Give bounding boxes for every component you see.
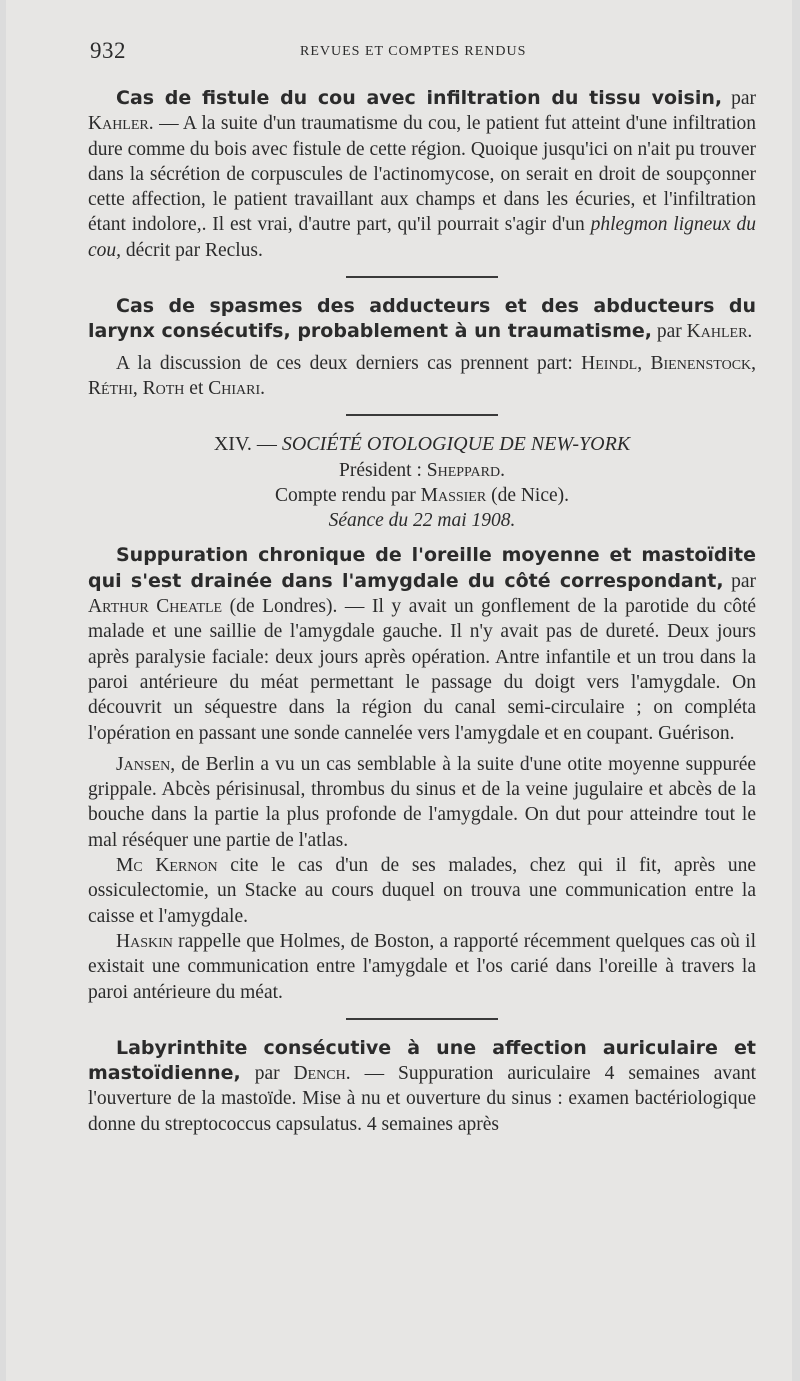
society-heading xyxy=(88,432,756,457)
discussion-paragraph xyxy=(88,351,756,402)
italic-term: phlegmon ligneux du cou, xyxy=(88,214,756,261)
running-title: REVUES ET COMPTES RENDUS xyxy=(300,44,527,59)
kernon-paragraph xyxy=(88,853,756,929)
spacer xyxy=(88,533,756,543)
page-number: 932 xyxy=(90,38,126,63)
session-date xyxy=(88,508,756,533)
session-year: 1908. xyxy=(471,510,516,532)
author-name: Bienenstock, xyxy=(650,352,757,374)
haskin-paragraph xyxy=(88,929,756,1005)
paragraph-text: cite le cas d'un de ses malades, chez qui il fit, après une ossiculectomie, un Stacke au cours duquel on trouva une communication entre la caisse et l'amygdale. xyxy=(88,855,756,927)
paragraph-text: de Berlin a vu un cas semblable à la suite d'une otite moyenne suppurée grippale. Abcès périsinusal, thrombus du sinus et de la veine jugulaire et abcès de la bouche dans la partie la plus profonde de l'amygdale. On dut pour atteindre tout le mal réséquer une partie de l'atlas. xyxy=(88,753,756,851)
author-name: Mc Kernon xyxy=(116,855,218,877)
section-spasmes xyxy=(88,294,756,345)
president-line xyxy=(88,458,756,483)
author-name: Chiari. xyxy=(208,377,266,399)
president-name: Sheppard. xyxy=(426,459,505,481)
reporter-name: Massier xyxy=(420,484,487,506)
by-word: par xyxy=(731,570,757,592)
section-suppuration xyxy=(88,543,756,745)
paragraph-text: (de Londres). — Il y avait un gonflement de la parotide du côté malade et une saillie de l'amygdale gauche. Il n'y avait pas de dureté. Deux jours après paralysie faciale: deux jours après opération. Antre infantile et un trou dans la paroi antérieure du méat permettant le passage du doigt vers l'amygdale. On découvrit un séquestre dans la région du canal semi-circulaire ; on compléta l'opération en passant une sonde cannelée vers l'amygdale et en coupant. Guérison. xyxy=(88,596,757,744)
section-title: Suppuration chronique de l'oreille moyenne et mastoïdite qui s'est drainée dans l'amygdale du côté correspondant, xyxy=(88,544,756,592)
session-month: mai xyxy=(437,510,467,532)
by-word: par xyxy=(254,1063,280,1085)
author-name: Réthi, xyxy=(88,377,138,399)
author-name: Jansen, xyxy=(116,753,176,775)
author-name: Kahler. xyxy=(88,113,154,135)
paragraph-text: rappelle que Holmes, de Boston, a rapporté récemment quelques cas où il existait une communication entre l'amygdale et l'os carié dans l'oreille à travers la paroi antérieure du méat. xyxy=(88,930,756,1003)
report-line xyxy=(88,483,756,508)
conjunction: et xyxy=(189,377,204,399)
by-word: par xyxy=(731,88,756,109)
section-divider xyxy=(346,1018,498,1020)
paragraph-text: décrit par Reclus. xyxy=(125,239,263,261)
author-name: Kahler. xyxy=(686,321,753,343)
paragraph-text: — A la suite d'un traumatisme du cou, le patient fut atteint d'une infiltration dure comme du bois avec fistule de cette région. Quoique jusqu'ici on n'ait pu trouver dans la sécrétion de corpuscules de l'actinomycose, on serait en droit de soupçonner cette affection, le patient travaillant aux champs et dans les écuries, et l'infiltration étant indolore,. Il est vrai, d'autre part, qu'il pourrait s'agir d'un xyxy=(88,113,757,236)
section-title: Labyrinthite consécutive à une affection auriculaire et mastoïdienne, xyxy=(88,1036,756,1085)
section-title: Cas de fistule du cou avec infiltration du tissu voisin, xyxy=(116,87,723,109)
author-name: Arthur Cheatle xyxy=(88,596,223,618)
page xyxy=(6,0,792,1381)
paragraph-text: A la discussion de ces deux derniers cas prennent part: xyxy=(116,352,573,374)
president-label: Président : xyxy=(339,459,422,481)
section-divider xyxy=(346,414,498,416)
report-label: Compte rendu par xyxy=(274,484,416,506)
article-body xyxy=(88,86,756,1137)
paragraph-text: — Suppuration auriculaire 4 semaines avant l'ouverture de la mastoïde. Mise à nu et ouverture du sinus : examen bactériologique donne du streptococcus capsulatus. 4 semaines après xyxy=(88,1063,756,1135)
author-name: Dench. xyxy=(293,1063,351,1085)
session-label: Séance du xyxy=(328,510,409,532)
by-word: par xyxy=(656,321,682,343)
section-title: Cas de spasmes des adducteurs et des abducteurs du larynx consécutifs, probablement à un traumatisme, xyxy=(88,295,756,343)
section-labyrinthite xyxy=(88,1036,756,1137)
jansen-paragraph xyxy=(88,752,756,853)
author-name: Heindl, xyxy=(581,352,643,374)
society-name: SOCIÉTÉ OTOLOGIQUE DE NEW-YORK xyxy=(281,433,631,456)
session-day: 22 xyxy=(413,510,433,532)
section-divider xyxy=(346,276,498,278)
author-name: Roth xyxy=(142,377,185,399)
section-number: XIV. — xyxy=(213,433,277,456)
page-header xyxy=(90,38,762,68)
author-name: Haskin xyxy=(116,930,173,952)
section-fistule xyxy=(88,86,756,263)
reporter-place: (de Nice). xyxy=(491,484,570,506)
